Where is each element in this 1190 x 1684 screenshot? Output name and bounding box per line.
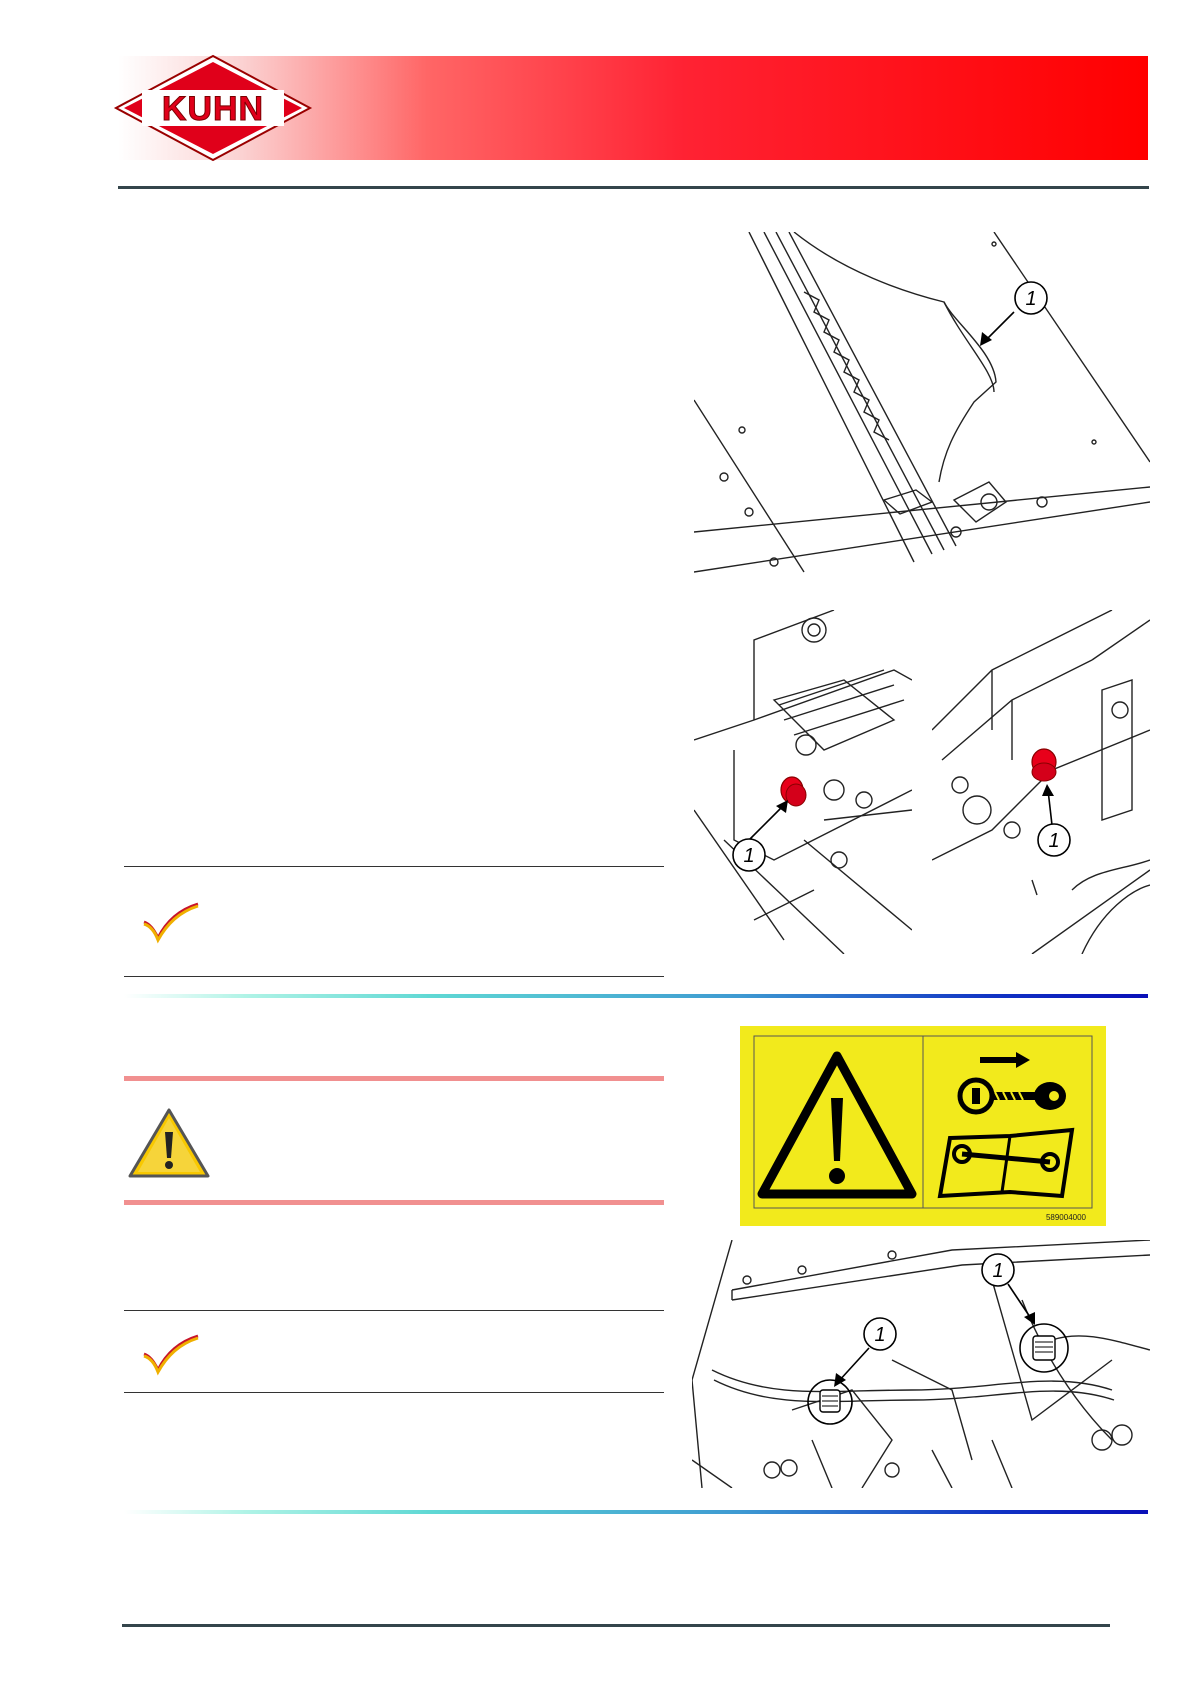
hydraulic-cap-right [1020,1324,1068,1372]
note-bottom-rule [124,976,664,977]
red-nut [1032,749,1056,781]
warning-bottom-rule [124,1200,664,1205]
callout-label: 1 [743,845,755,867]
warning-top-rule [124,1076,664,1081]
logo-text: KUHN [161,90,265,128]
figure-hydraulic-caps [692,1240,1150,1488]
figure-nut-right [932,610,1150,954]
safety-decal [740,1026,1106,1226]
manual-wrench-icon [940,1130,1072,1196]
figure-chute-cover [694,232,1150,576]
callout-label: 1 [992,1260,1004,1282]
kuhn-logo [112,54,314,162]
note-bottom-rule [124,1392,664,1393]
header-rule [118,186,1149,189]
section-separator [124,994,1148,998]
decal-code: 589004000 [1045,1213,1086,1222]
note-top-rule [124,1310,664,1311]
callout-label: 1 [1025,288,1037,310]
callout-label: 1 [874,1324,886,1346]
checkmark-icon [142,902,202,944]
footer-rule [122,1624,1110,1627]
warning-triangle-icon [126,1104,212,1182]
callout-label: 1 [1048,830,1060,852]
figure-nut-left [694,610,912,954]
checkmark-icon [142,1334,202,1376]
section-separator [124,1510,1148,1514]
note-top-rule [124,866,664,867]
